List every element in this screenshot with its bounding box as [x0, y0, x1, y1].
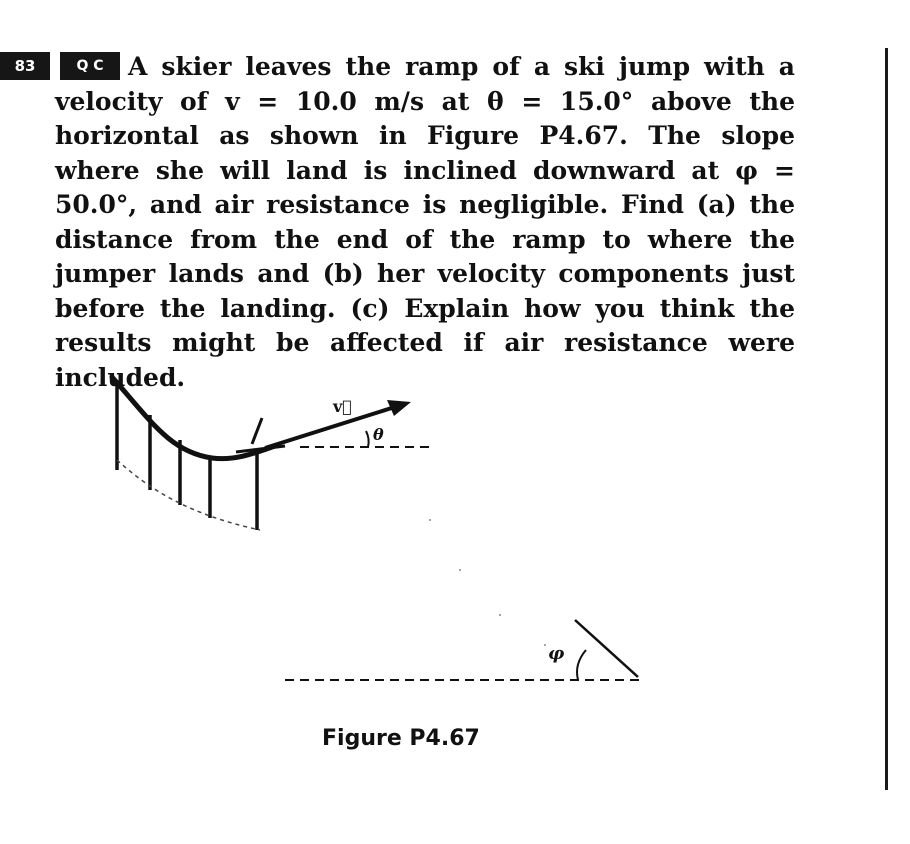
velocity-arrowhead — [387, 400, 411, 416]
theta-arc — [366, 431, 369, 447]
phi-label: φ — [548, 643, 565, 664]
theta-label: θ — [373, 425, 384, 444]
problem-number-badge: 83 — [0, 52, 50, 80]
trajectory-dots — [429, 519, 546, 646]
ramp-underside — [117, 460, 260, 530]
skier-figure — [236, 418, 285, 452]
ramp-surface — [112, 377, 275, 459]
problem-statement: A skier leaves the ramp of a ski jump with a velocity of v = 10.0 m/s at θ = 15.0° above the horizontal as shown in Figure P4.67. The slope where she will land is inclined downward at φ = 50.0°, and air resistance is negligible. Find (a) the distance from the end of the ramp to where the jumper lands and (b) her velocity components just before the landing. (c) Explain how you think the results might be affected if air resistance were included. — [55, 52, 795, 392]
velocity-label: v⃗ — [333, 397, 352, 416]
problem-tags-badge: Q C — [60, 52, 120, 80]
landing-slope — [575, 620, 638, 677]
phi-arc — [577, 650, 586, 680]
figure-caption: Figure P4.67 — [322, 726, 480, 751]
